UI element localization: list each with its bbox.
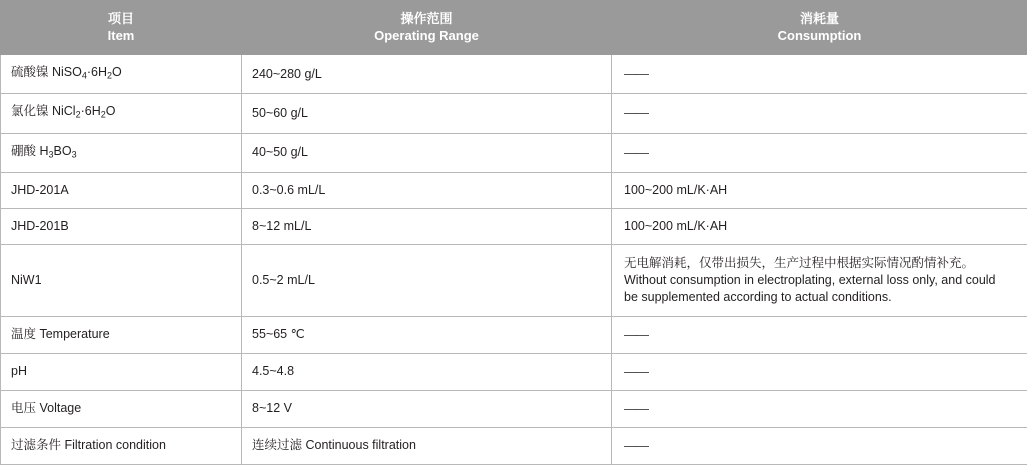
item-formula-mid: ·6H <box>87 65 107 79</box>
column-header-consumption <box>612 1 1027 55</box>
table-row <box>1 208 1027 244</box>
cell-item: 温度 Temperature <box>1 316 242 353</box>
column-header-item-zh: 项目 <box>7 10 235 27</box>
table-row <box>1 427 1027 464</box>
cell-operating-range: 240~280 g/L <box>242 55 612 94</box>
table-row <box>1 390 1027 427</box>
cell-item: 过滤条件 Filtration condition <box>1 427 242 464</box>
consumption-note-en-line2: be supplemented according to actual conditions. <box>624 289 1015 306</box>
consumption-dash: —— <box>624 437 648 454</box>
consumption-dash: —— <box>624 326 648 343</box>
cell-item <box>1 55 242 94</box>
consumption-note-zh: 无电解消耗，仅带出损失，生产过程中根据实际情况酌情补充。 <box>624 255 1015 272</box>
cell-consumption: 100~200 mL/K·AH <box>612 172 1027 208</box>
column-header-operating-range-en: Operating Range <box>248 27 605 44</box>
cell-consumption <box>612 55 1027 94</box>
consumption-note-en-line1: Without consumption in electroplating, external loss only, and could <box>624 272 1015 289</box>
item-formula-sub1: 4 <box>82 70 87 80</box>
consumption-dash: —— <box>624 65 648 82</box>
table-row <box>1 133 1027 172</box>
cell-consumption: 100~200 mL/K·AH <box>612 208 1027 244</box>
cell-operating-range: 0.3~0.6 mL/L <box>242 172 612 208</box>
column-header-consumption-zh: 消耗量 <box>618 10 1021 27</box>
consumption-dash: —— <box>624 363 648 380</box>
table-row <box>1 94 1027 133</box>
cell-operating-range: 8~12 V <box>242 390 612 427</box>
cell-operating-range: 0.5~2 mL/L <box>242 244 612 316</box>
cell-operating-range: 50~60 g/L <box>242 94 612 133</box>
cell-operating-range: 连续过滤 Continuous filtration <box>242 427 612 464</box>
column-header-item <box>1 1 242 55</box>
cell-consumption <box>612 94 1027 133</box>
column-header-consumption-en: Consumption <box>618 27 1021 44</box>
item-formula-sub2: 2 <box>107 70 112 80</box>
item-formula-suffix: O <box>112 65 122 79</box>
table-row <box>1 353 1027 390</box>
item-formula-prefix: 氯化镍 NiCl <box>11 104 76 118</box>
column-header-operating-range <box>242 1 612 55</box>
item-formula-prefix: 硼酸 H <box>11 144 49 158</box>
cell-consumption-note <box>612 244 1027 316</box>
consumption-dash: —— <box>624 104 648 121</box>
cell-item <box>1 133 242 172</box>
table-body <box>1 55 1027 465</box>
cell-operating-range: 4.5~4.8 <box>242 353 612 390</box>
item-formula-sub1: 2 <box>76 110 81 120</box>
item-formula-prefix: 硫酸镍 NiSO <box>11 65 82 79</box>
table-row <box>1 55 1027 94</box>
table-row <box>1 244 1027 316</box>
cell-consumption <box>612 133 1027 172</box>
cell-item: JHD-201A <box>1 172 242 208</box>
item-formula-sub2: 3 <box>72 149 77 159</box>
cell-consumption <box>612 390 1027 427</box>
table-header-row <box>1 1 1027 55</box>
item-formula-sub2: 2 <box>101 110 106 120</box>
cell-consumption <box>612 427 1027 464</box>
consumption-dash: —— <box>624 144 648 161</box>
cell-item: NiW1 <box>1 244 242 316</box>
table-row <box>1 172 1027 208</box>
cell-consumption <box>612 353 1027 390</box>
cell-operating-range: 8~12 mL/L <box>242 208 612 244</box>
item-formula-mid: ·6H <box>81 104 101 118</box>
table-row <box>1 316 1027 353</box>
item-formula-mid: BO <box>54 144 72 158</box>
cell-operating-range: 40~50 g/L <box>242 133 612 172</box>
cell-item: pH <box>1 353 242 390</box>
cell-operating-range: 55~65 ℃ <box>242 316 612 353</box>
cell-item: 电压 Voltage <box>1 390 242 427</box>
item-formula-suffix: O <box>106 104 116 118</box>
consumption-dash: —— <box>624 400 648 417</box>
table-header <box>1 1 1027 55</box>
column-header-item-en: Item <box>7 27 235 44</box>
column-header-operating-range-zh: 操作范围 <box>248 10 605 27</box>
cell-item: JHD-201B <box>1 208 242 244</box>
cell-consumption <box>612 316 1027 353</box>
cell-item <box>1 94 242 133</box>
item-formula-sub1: 3 <box>49 149 54 159</box>
